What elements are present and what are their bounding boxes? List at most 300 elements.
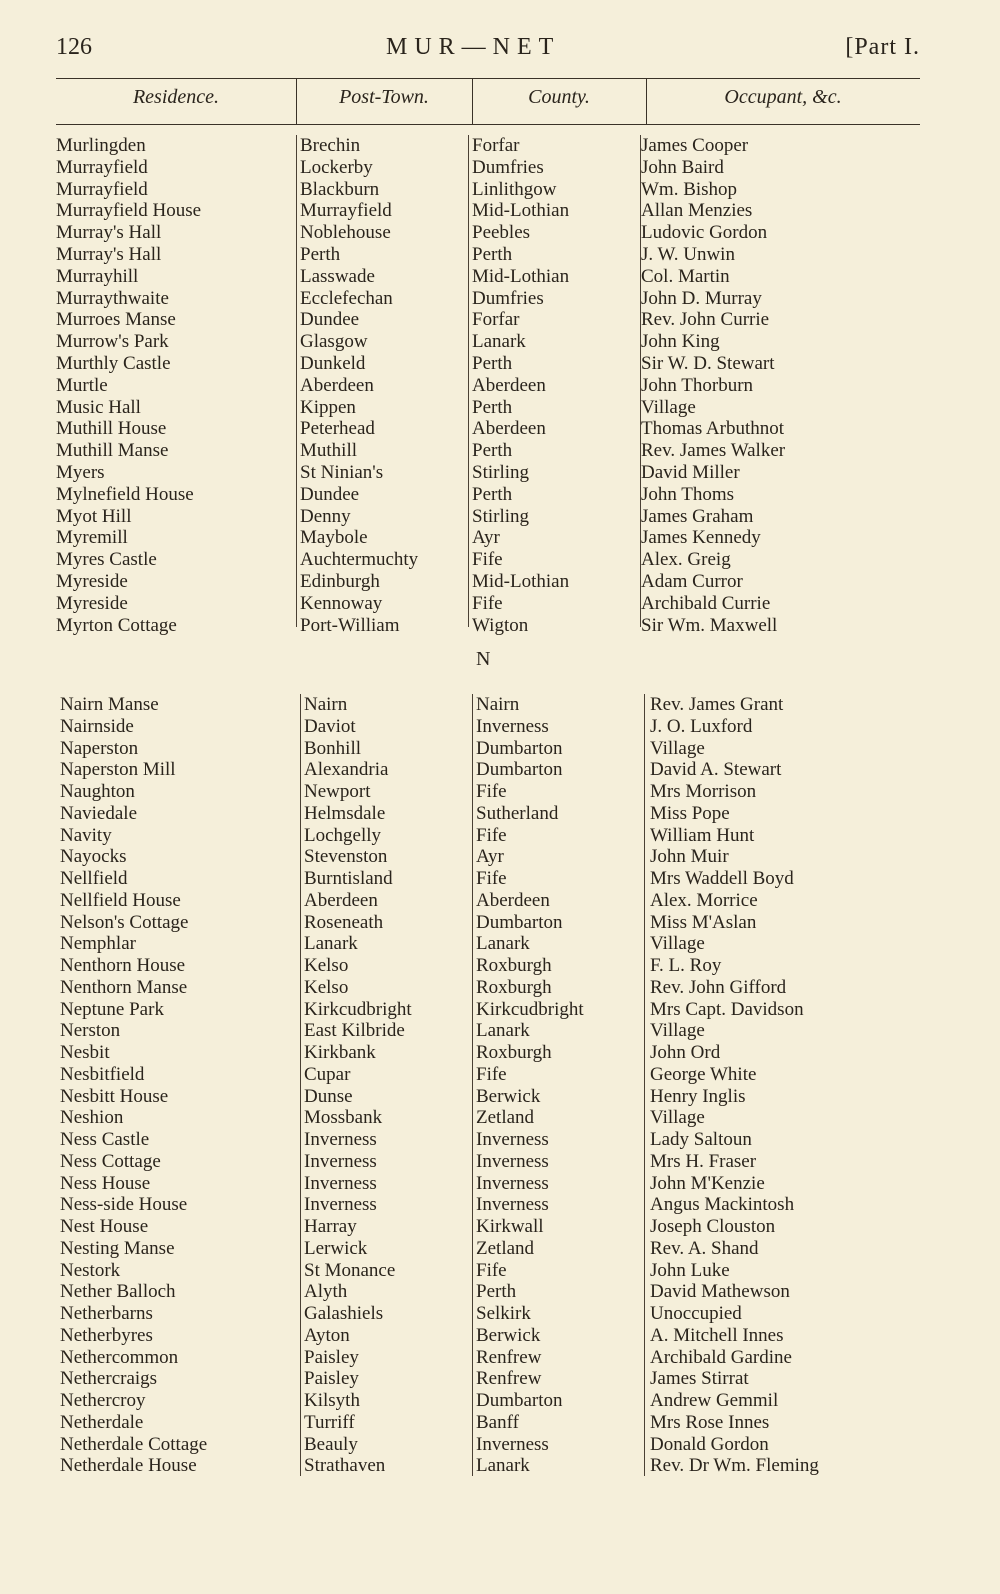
table-row [56,1020,936,1042]
residence-cell: Murray's Hall [56,222,162,244]
post-town-cell: Strathaven [304,1455,386,1477]
table-row [56,1238,936,1260]
post-town-cell: Harray [304,1216,357,1237]
occupant-cell: Village [650,933,705,955]
residence-cell: Myremill [56,527,128,549]
county-cell: Perth [472,243,513,265]
table-row [56,1412,936,1434]
post-town-cell: Kelso [304,976,349,998]
county-cell: Kirkcudbright [476,998,584,1020]
section-n-entries [56,694,936,1477]
occupant-cell: J. O. Luxford [650,715,753,737]
occupant-cell: Village [641,396,696,418]
residence-cell: Murtle [56,374,108,396]
county-cell: Zetland [476,1107,535,1129]
post-town-cell: Perth [300,243,341,265]
post-town-cell: Kilsyth [304,1390,360,1411]
entry-range: MUR—NET [386,34,561,60]
county-cell: Perth [472,396,513,418]
occupant-cell: Col. Martin [641,265,730,287]
residence-cell: Murrow's Park [56,331,169,353]
post-town-cell: Edinburgh [300,570,380,592]
county-cell: Mid-Lothian [472,570,570,592]
residence-cell: Murrayfield [56,178,148,200]
table-row [56,1303,936,1325]
residence-cell: Myrton Cottage [56,614,177,636]
occupant-cell: James Cooper [641,135,749,156]
residence-cell: Muthill House [56,418,167,440]
residence-cell: Naperston Mill [60,759,176,781]
column-header-county: County. [528,86,590,108]
residence-cell: Music Hall [56,396,141,418]
occupant-cell: Mrs Morrison [650,781,757,802]
post-town-cell: Inverness [304,1172,377,1194]
occupant-cell: Henry Inglis [650,1085,746,1107]
residence-cell: Ness-side House [60,1194,188,1216]
post-town-cell: Aberdeen [300,374,374,396]
post-town-cell: Kennoway [300,592,383,614]
county-cell: Selkirk [476,1303,531,1324]
county-cell: Lanark [476,933,530,955]
occupant-cell: Archibald Gardine [650,1346,792,1368]
post-town-cell: Murrayfield [300,200,392,222]
table-row [56,1042,936,1064]
occupant-cell: Allan Menzies [641,200,753,222]
residence-cell: Ness House [60,1172,151,1194]
occupant-cell: Rev. John Currie [641,309,770,331]
post-town-cell: Paisley [304,1368,359,1390]
table-row [56,1368,936,1390]
occupant-cell: Rev. James Walker [641,440,786,462]
table-row [56,738,936,760]
occupant-cell: Ludovic Gordon [641,222,768,244]
column-header-occupant: Occupant, &c. [724,86,842,108]
occupant-cell: Mrs Capt. Davidson [650,998,804,1020]
table-row [56,825,936,847]
occupant-cell: Adam Curror [641,570,743,592]
post-town-cell: Brechin [300,135,361,156]
post-town-cell: Newport [304,781,371,802]
occupant-cell: Miss Pope [650,802,730,824]
table-row [56,418,936,440]
occupant-cell: Rev. John Gifford [650,976,787,998]
county-cell: Ayr [476,846,504,868]
residence-cell: Nesbitfield [60,1063,145,1085]
table-row [56,977,936,999]
table-row [56,331,936,353]
occupant-cell: Village [650,1020,705,1042]
occupant-cell: Thomas Arbuthnot [641,418,785,440]
post-town-cell: Alexandria [304,759,389,781]
table-row [56,288,936,310]
post-town-cell: Dundee [300,309,360,331]
county-cell: Inverness [476,715,549,737]
residence-cell: Nest House [60,1216,149,1237]
post-town-cell: Inverness [304,1129,377,1150]
table-row [56,157,936,179]
occupant-cell: John Ord [650,1042,721,1063]
occupant-cell: Village [650,1107,705,1129]
residence-cell: Nairnside [60,715,134,737]
occupant-cell: Archibald Currie [641,592,771,614]
residence-cell: Navity [60,824,112,846]
header-bottom-rule [56,124,920,125]
post-town-cell: Ecclefechan [300,287,393,309]
post-town-cell: Cupar [304,1063,351,1085]
residence-cell: Nethercommon [60,1346,179,1368]
residence-cell: Ness Cottage [60,1150,161,1172]
county-cell: Zetland [476,1237,535,1259]
residence-cell: Naviedale [60,802,138,824]
table-row [56,716,936,738]
header-top-rule [56,78,920,79]
table-row [56,1107,936,1129]
post-town-cell: Lochgelly [304,824,382,846]
county-cell: Dumfries [472,287,544,309]
residence-cell: Murraythwaite [56,287,169,309]
residence-cell: Nesbit [60,1042,110,1063]
occupant-cell: David A. Stewart [650,759,782,781]
table-row [56,266,936,288]
county-cell: Berwick [476,1085,541,1107]
column-header-post-town: Post-Town. [339,86,429,108]
county-cell: Fife [476,868,507,889]
county-cell: Inverness [476,1194,549,1216]
residence-cell: Mylnefield House [56,483,194,505]
table-row [56,179,936,201]
county-cell: Sutherland [476,802,559,824]
occupant-cell: Mrs Rose Innes [650,1411,770,1433]
county-cell: Lanark [476,1020,530,1042]
occupant-cell: J. W. Unwin [641,243,735,265]
county-cell: Lanark [472,331,526,353]
table-row [56,694,936,716]
county-cell: Perth [472,483,513,505]
table-row [56,1064,936,1086]
table-row [56,571,936,593]
table-row [56,1455,936,1477]
occupant-cell: Village [650,737,705,759]
occupant-cell: John Muir [650,846,729,868]
table-row [56,1151,936,1173]
table-row [56,1086,936,1108]
county-cell: Fife [476,824,507,846]
residence-cell: Naughton [60,781,135,802]
county-cell: Fife [476,1259,507,1281]
table-row [56,1260,936,1282]
post-town-cell: Roseneath [304,911,384,933]
county-cell: Mid-Lothian [472,200,570,222]
residence-cell: Murlingden [56,135,146,156]
post-town-cell: Lanark [304,933,358,955]
residence-cell: Myreside [56,592,128,614]
residence-cell: Neshion [60,1107,124,1129]
residence-cell: Nellfield [60,868,128,889]
residence-cell: Nairn Manse [60,694,159,715]
residence-cell: Nellfield House [60,889,181,911]
post-town-cell: Port-William [300,614,400,636]
county-cell: Wigton [472,614,529,636]
table-row [56,1390,936,1412]
post-town-cell: Galashiels [304,1303,384,1324]
occupant-cell: David Mathewson [650,1281,790,1303]
county-cell: Stirling [472,461,530,483]
occupant-cell: Wm. Bishop [641,178,738,200]
running-header [56,34,920,70]
table-row [56,1194,936,1216]
post-town-cell: Paisley [304,1346,359,1368]
county-cell: Fife [472,592,503,614]
county-cell: Renfrew [476,1346,542,1368]
table-row [56,1216,936,1238]
table-row [56,759,936,781]
occupant-cell: Mrs Waddell Boyd [650,868,794,889]
county-cell: Dumbarton [476,737,563,759]
county-cell: Roxburgh [476,1042,552,1063]
residence-cell: Nether Balloch [60,1281,176,1303]
residence-cell: Myres Castle [56,549,157,571]
occupant-cell: John M'Kenzie [650,1172,765,1194]
occupant-cell: A. Mitchell Innes [650,1324,784,1346]
occupant-cell: Mrs H. Fraser [650,1150,757,1172]
post-town-cell: St Ninian's [300,461,384,483]
occupant-cell: Alex. Greig [641,549,731,571]
county-cell: Fife [476,781,507,802]
post-town-cell: Inverness [304,1194,377,1216]
post-town-cell: Nairn [304,694,348,715]
residence-cell: Nelson's Cottage [60,911,189,933]
residence-cell: Murroes Manse [56,309,176,331]
post-town-cell: Alyth [304,1281,348,1303]
residence-cell: Murrayfield [56,156,148,178]
residence-cell: Nemphlar [60,933,136,955]
table-row [56,615,936,637]
county-cell: Perth [476,1281,517,1303]
post-town-cell: Muthill [300,440,358,462]
residence-cell: Nethercraigs [60,1368,158,1390]
county-cell: Fife [476,1063,507,1085]
occupant-cell: John D. Murray [641,287,762,309]
section-m-entries [56,135,936,636]
occupant-cell: Rev. James Grant [650,694,784,715]
table-row [56,462,936,484]
county-cell: Fife [472,549,503,571]
county-cell: Linlithgow [472,178,557,200]
post-town-cell: Lerwick [304,1237,368,1259]
residence-cell: Myot Hill [56,505,132,527]
residence-cell: Myers [56,461,105,483]
post-town-cell: Noblehouse [300,222,391,244]
table-row [56,1173,936,1195]
table-row [56,506,936,528]
county-cell: Forfar [472,309,520,331]
table-row [56,440,936,462]
occupant-cell: John King [641,331,720,353]
page-number: 126 [56,34,92,60]
table-row [56,846,936,868]
table-row [56,397,936,419]
county-cell: Banff [476,1411,519,1433]
part-label: [Part I. [845,34,920,60]
county-cell: Nairn [476,694,520,715]
county-cell: Berwick [476,1324,541,1346]
county-cell: Peebles [472,222,531,244]
residence-cell: Netherdale Cottage [60,1433,208,1455]
post-town-cell: Glasgow [300,331,368,353]
residence-cell: Netherbyres [60,1324,153,1346]
table-row [56,244,936,266]
post-town-cell: Inverness [304,1150,377,1172]
occupant-cell: George White [650,1063,757,1085]
table-row [56,135,936,157]
table-row [56,912,936,934]
residence-cell: Murray's Hall [56,243,162,265]
table-row [56,890,936,912]
residence-cell: Ness Castle [60,1129,150,1150]
post-town-cell: Denny [300,505,351,527]
residence-cell: Nethercroy [60,1390,146,1411]
county-cell: Inverness [476,1129,549,1150]
column-header-residence: Residence. [132,86,220,108]
occupant-cell: Sir W. D. Stewart [641,352,775,374]
occupant-cell: Rev. A. Shand [650,1237,759,1259]
residence-cell: Nayocks [60,846,127,868]
occupant-cell: William Hunt [650,824,755,846]
county-cell: Inverness [476,1150,549,1172]
table-row [56,593,936,615]
residence-cell: Nenthorn Manse [60,976,188,998]
table-row [56,1129,936,1151]
residence-cell: Murthly Castle [56,352,171,374]
county-cell: Forfar [472,135,520,156]
residence-cell: Netherbarns [60,1303,153,1324]
occupant-cell: Alex. Morrice [650,889,758,911]
post-town-cell: Lasswade [300,265,375,287]
county-cell: Inverness [476,1172,549,1194]
residence-cell: Murrayfield House [56,200,202,222]
post-town-cell: Bonhill [304,737,362,759]
table-row [56,803,936,825]
post-town-cell: Beauly [304,1433,358,1455]
post-town-cell: Dunkeld [300,352,366,374]
occupant-cell: Miss M'Aslan [650,911,757,933]
table-row [56,309,936,331]
post-town-cell: Kirkcudbright [304,998,412,1020]
occupant-cell: James Kennedy [641,527,761,549]
county-cell: Perth [472,352,513,374]
post-town-cell: Kippen [300,396,356,418]
occupant-cell: Donald Gordon [650,1433,769,1455]
county-cell: Roxburgh [476,976,552,998]
county-cell: Ayr [472,527,500,549]
post-town-cell: Maybole [300,527,368,549]
residence-cell: Nenthorn House [60,955,186,976]
county-cell: Dumfries [472,156,544,178]
residence-cell: Murrayhill [56,265,139,287]
post-town-cell: Daviot [304,715,356,737]
table-row [56,868,936,890]
county-cell: Dumbarton [476,911,563,933]
residence-cell: Myreside [56,570,128,592]
table-row [56,955,936,977]
post-town-cell: Aberdeen [304,889,378,911]
residence-cell: Neptune Park [60,998,164,1020]
post-town-cell: East Kilbride [304,1020,405,1042]
county-cell: Inverness [476,1433,549,1455]
residence-cell: Nerston [60,1020,121,1042]
post-town-cell: Dundee [300,483,360,505]
occupant-cell: John Baird [641,156,724,178]
occupant-cell: Sir Wm. Maxwell [641,614,778,636]
occupant-cell: Angus Mackintosh [650,1194,795,1216]
post-town-cell: Mossbank [304,1107,383,1129]
county-cell: Kirkwall [476,1216,544,1237]
county-cell: Perth [472,440,513,462]
post-town-cell: Kelso [304,955,349,976]
table-row [56,1347,936,1369]
occupant-cell: David Miller [641,461,740,483]
occupant-cell: James Stirrat [650,1368,749,1390]
occupant-cell: F. L. Roy [650,955,722,976]
post-town-cell: Lockerby [300,156,373,178]
post-town-cell: Turriff [304,1411,355,1433]
table-row [56,1434,936,1456]
column-header-band [56,78,920,126]
residence-cell: Nesting Manse [60,1237,175,1259]
county-cell: Roxburgh [476,955,552,976]
post-town-cell: Stevenston [304,846,388,868]
residence-cell: Netherdale House [60,1455,197,1477]
occupant-cell: Lady Saltoun [650,1129,752,1150]
occupant-cell: John Luke [650,1259,730,1281]
post-town-cell: Kirkbank [304,1042,376,1063]
table-row [56,200,936,222]
post-town-cell: Helmsdale [304,802,386,824]
occupant-cell: John Thorburn [641,374,754,396]
occupant-cell: John Thoms [641,483,735,505]
post-town-cell: Peterhead [300,418,375,440]
county-cell: Aberdeen [472,418,546,440]
occupant-cell: James Graham [641,505,754,527]
post-town-cell: Auchtermuchty [300,549,419,571]
post-town-cell: Burntisland [304,868,393,889]
county-cell: Renfrew [476,1368,542,1390]
post-town-cell: Dunse [304,1085,353,1107]
post-town-cell: St Monance [304,1259,396,1281]
county-cell: Aberdeen [476,889,550,911]
table-row [56,999,936,1021]
county-cell: Aberdeen [472,374,546,396]
county-cell: Dumbarton [476,1390,563,1411]
table-row [56,527,936,549]
table-row [56,353,936,375]
occupant-cell: Rev. Dr Wm. Fleming [650,1455,819,1477]
county-cell: Dumbarton [476,759,563,781]
occupant-cell: Andrew Gemmil [650,1390,779,1411]
table-row [56,781,936,803]
county-cell: Mid-Lothian [472,265,570,287]
table-row [56,1325,936,1347]
occupant-cell: Joseph Clouston [650,1216,776,1237]
table-row [56,375,936,397]
county-cell: Lanark [476,1455,530,1477]
post-town-cell: Blackburn [300,178,380,200]
occupant-cell: Unoccupied [650,1303,742,1324]
residence-cell: Netherdale [60,1411,144,1433]
table-row [56,222,936,244]
table-row [56,484,936,506]
residence-cell: Nesbitt House [60,1085,169,1107]
